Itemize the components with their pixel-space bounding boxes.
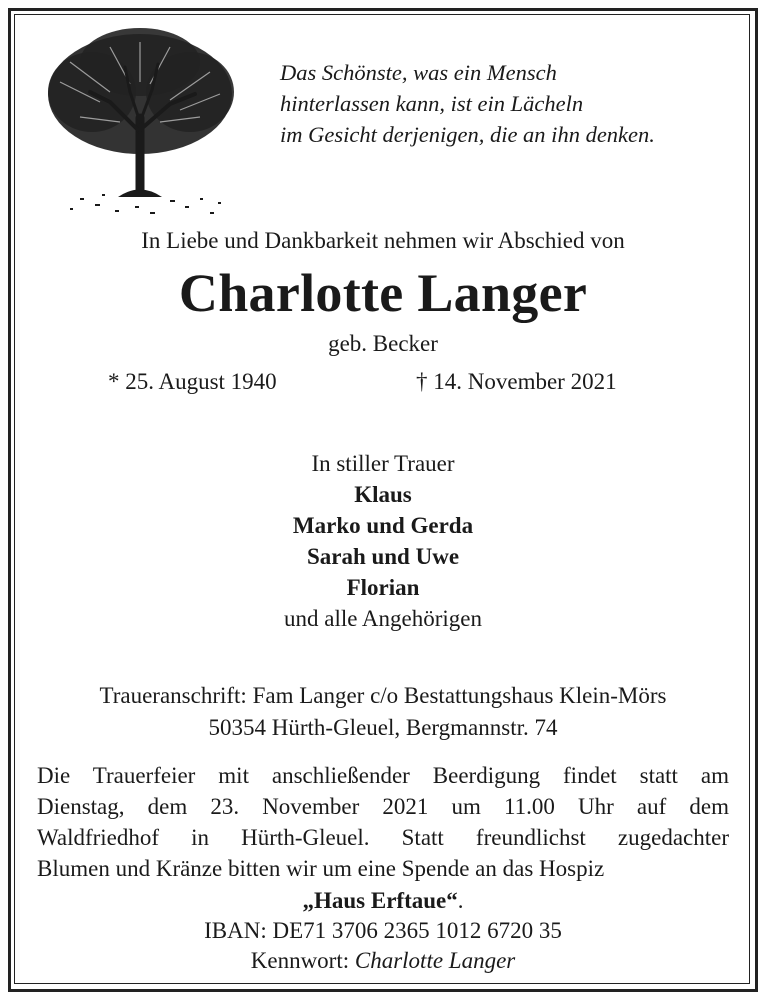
hospice-name: „Haus Erftaue“ — [302, 888, 458, 913]
ceremony-line: Waldfriedhof in Hürth-Gleuel. Statt freundlichst zugedachter — [37, 825, 729, 850]
mourner-name: Florian — [346, 575, 420, 600]
intro-text: In Liebe und Dankbarkeit nehmen wir Abschied von — [141, 228, 625, 253]
address-line: 50354 Hürth-Gleuel, Bergmannstr. 74 — [208, 715, 558, 740]
mourning-address — [0, 680, 766, 744]
hospice-line — [0, 886, 766, 916]
quote-line: im Gesicht derjenigen, die an ihn denken. — [280, 122, 655, 147]
keyword-line — [0, 946, 766, 976]
ceremony-line: Dienstag, dem 23. November 2021 um 11.00 Uhr auf dem — [37, 794, 729, 819]
quote-line: Das Schönste, was ein Mensch — [280, 60, 557, 85]
ceremony-line: Die Trauerfeier mit anschließender Beerdigung findet statt am — [37, 763, 729, 788]
mourner-name: Sarah und Uwe — [306, 544, 460, 569]
deceased-name: Charlotte Langer — [178, 263, 588, 323]
mourner-name: Marko und Gerda — [292, 513, 474, 538]
donation-block — [0, 886, 766, 976]
address-line: Traueranschrift: Fam Langer c/o Bestattungshaus Klein-Mörs — [99, 683, 667, 708]
mourners-heading: In stiller Trauer — [311, 451, 455, 476]
mourner-name: Klaus — [354, 482, 412, 507]
tree-illustration — [40, 22, 240, 220]
death-date: † 14. November 2021 — [416, 369, 617, 394]
quote-line: hinterlassen kann, ist ein Lächeln — [280, 91, 584, 116]
quote — [280, 57, 655, 150]
birth-name: geb. Becker — [328, 331, 438, 356]
iban: IBAN: DE71 3706 2365 1012 6720 35 — [204, 918, 562, 943]
birth-date: * 25. August 1940 — [108, 369, 277, 394]
ceremony-line: Blumen und Kränze bitten wir um eine Spende an das Hospiz — [37, 856, 605, 881]
ceremony-paragraph — [37, 760, 729, 884]
keyword-value: Charlotte Langer — [354, 948, 516, 973]
mourners-closing: und alle Angehörigen — [283, 606, 482, 631]
hospice-suffix: . — [457, 888, 464, 913]
mourners-block — [0, 448, 766, 634]
keyword-label: Kennwort: — [250, 948, 355, 973]
